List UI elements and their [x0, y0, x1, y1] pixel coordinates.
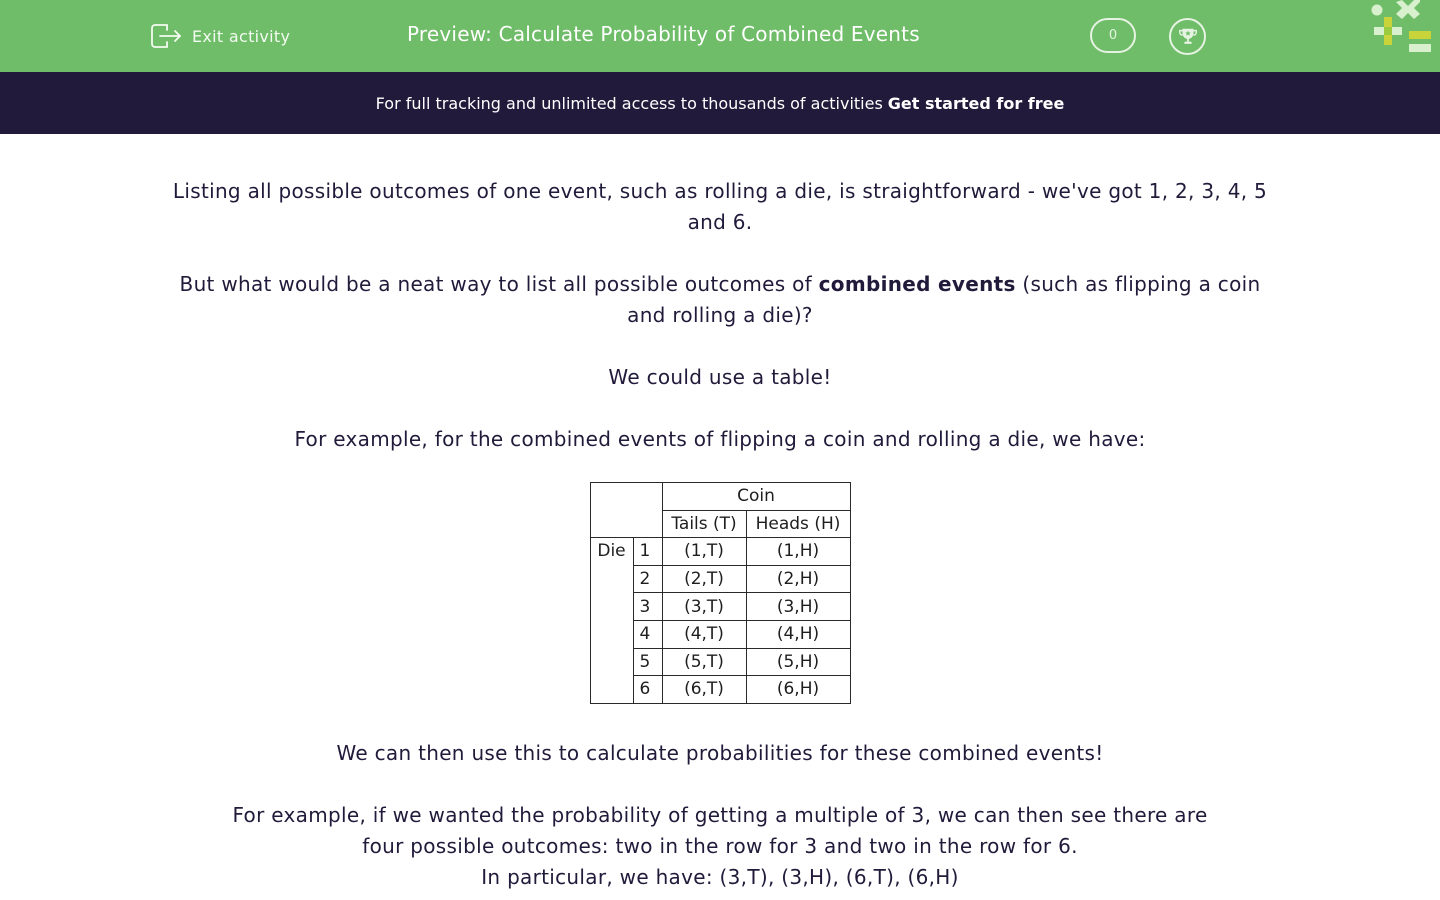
- die-value: 6: [633, 676, 662, 704]
- exit-activity-button[interactable]: [150, 22, 290, 50]
- outcome-cell: (6,H): [746, 676, 850, 704]
- example-line-3: In particular, we have: (3,T), (3,H), (6,T), (6,H): [481, 864, 959, 889]
- outcome-cell: (6,T): [662, 676, 746, 704]
- heads-header: Heads (H): [746, 510, 850, 538]
- outcome-cell: (2,H): [746, 565, 850, 593]
- question-paragraph: [160, 269, 1280, 331]
- score-badge: [1090, 18, 1136, 53]
- exit-icon: [150, 22, 182, 50]
- get-started-link[interactable]: Get started for free: [887, 93, 1065, 113]
- combined-events-term: combined events: [818, 272, 1016, 296]
- outcome-cell: (4,H): [746, 620, 850, 648]
- page-title: Preview: Calculate Probability of Combined Events: [407, 22, 920, 46]
- outcome-cell: (5,H): [746, 648, 850, 676]
- table-suggestion: We could use a table!: [608, 365, 832, 389]
- die-value: 1: [633, 538, 662, 566]
- outcome-cell: (1,T): [662, 538, 746, 566]
- coin-header: Coin: [662, 483, 850, 511]
- die-value: 5: [633, 648, 662, 676]
- outcome-cell: (1,H): [746, 538, 850, 566]
- promo-banner: [0, 72, 1440, 134]
- die-value: 3: [633, 593, 662, 621]
- outcome-cell: (2,T): [662, 565, 746, 593]
- question-text-start: But what would be a neat way to list all possible outcomes of: [179, 272, 819, 296]
- die-value: 4: [633, 620, 662, 648]
- example-line-1: For example, if we wanted the probability of getting a multiple of 3, we can then see there are: [232, 802, 1208, 827]
- outcome-cell: (3,H): [746, 593, 850, 621]
- table-corner: [590, 483, 662, 538]
- outcomes-table: [590, 482, 851, 704]
- die-header: Die: [590, 538, 633, 704]
- lesson-content: [160, 176, 1280, 893]
- top-bar: [0, 0, 1440, 72]
- question-text-end: (such as flipping a coin and rolling a die)?: [627, 272, 1261, 327]
- intro-paragraph: Listing all possible outcomes of one event, such as rolling a die, is straightforward - we've got 1, 2, 3, 4, 5 and 6.: [172, 179, 1268, 234]
- tails-header: Tails (T): [662, 510, 746, 538]
- outcome-cell: (3,T): [662, 593, 746, 621]
- die-value: 2: [633, 565, 662, 593]
- outcomes-table-container: [160, 482, 1280, 704]
- example-line-2: four possible outcomes: two in the row for 3 and two in the row for 6.: [362, 833, 1078, 858]
- table-row: [590, 538, 850, 566]
- outcome-cell: (5,T): [662, 648, 746, 676]
- outcome-cell: (4,T): [662, 620, 746, 648]
- brand-logo-icon: [1368, 0, 1440, 56]
- trophy-icon: [1177, 26, 1199, 48]
- example-intro: For example, for the combined events of flipping a coin and rolling a die, we have:: [294, 427, 1146, 451]
- promo-text: For full tracking and unlimited access to thousands of activities: [375, 93, 883, 113]
- exit-activity-label: Exit activity: [192, 26, 291, 46]
- score-value: 0: [1108, 28, 1118, 43]
- calculation-paragraph: We can then use this to calculate probabilities for these combined events!: [336, 740, 1104, 765]
- trophy-button[interactable]: [1169, 18, 1206, 55]
